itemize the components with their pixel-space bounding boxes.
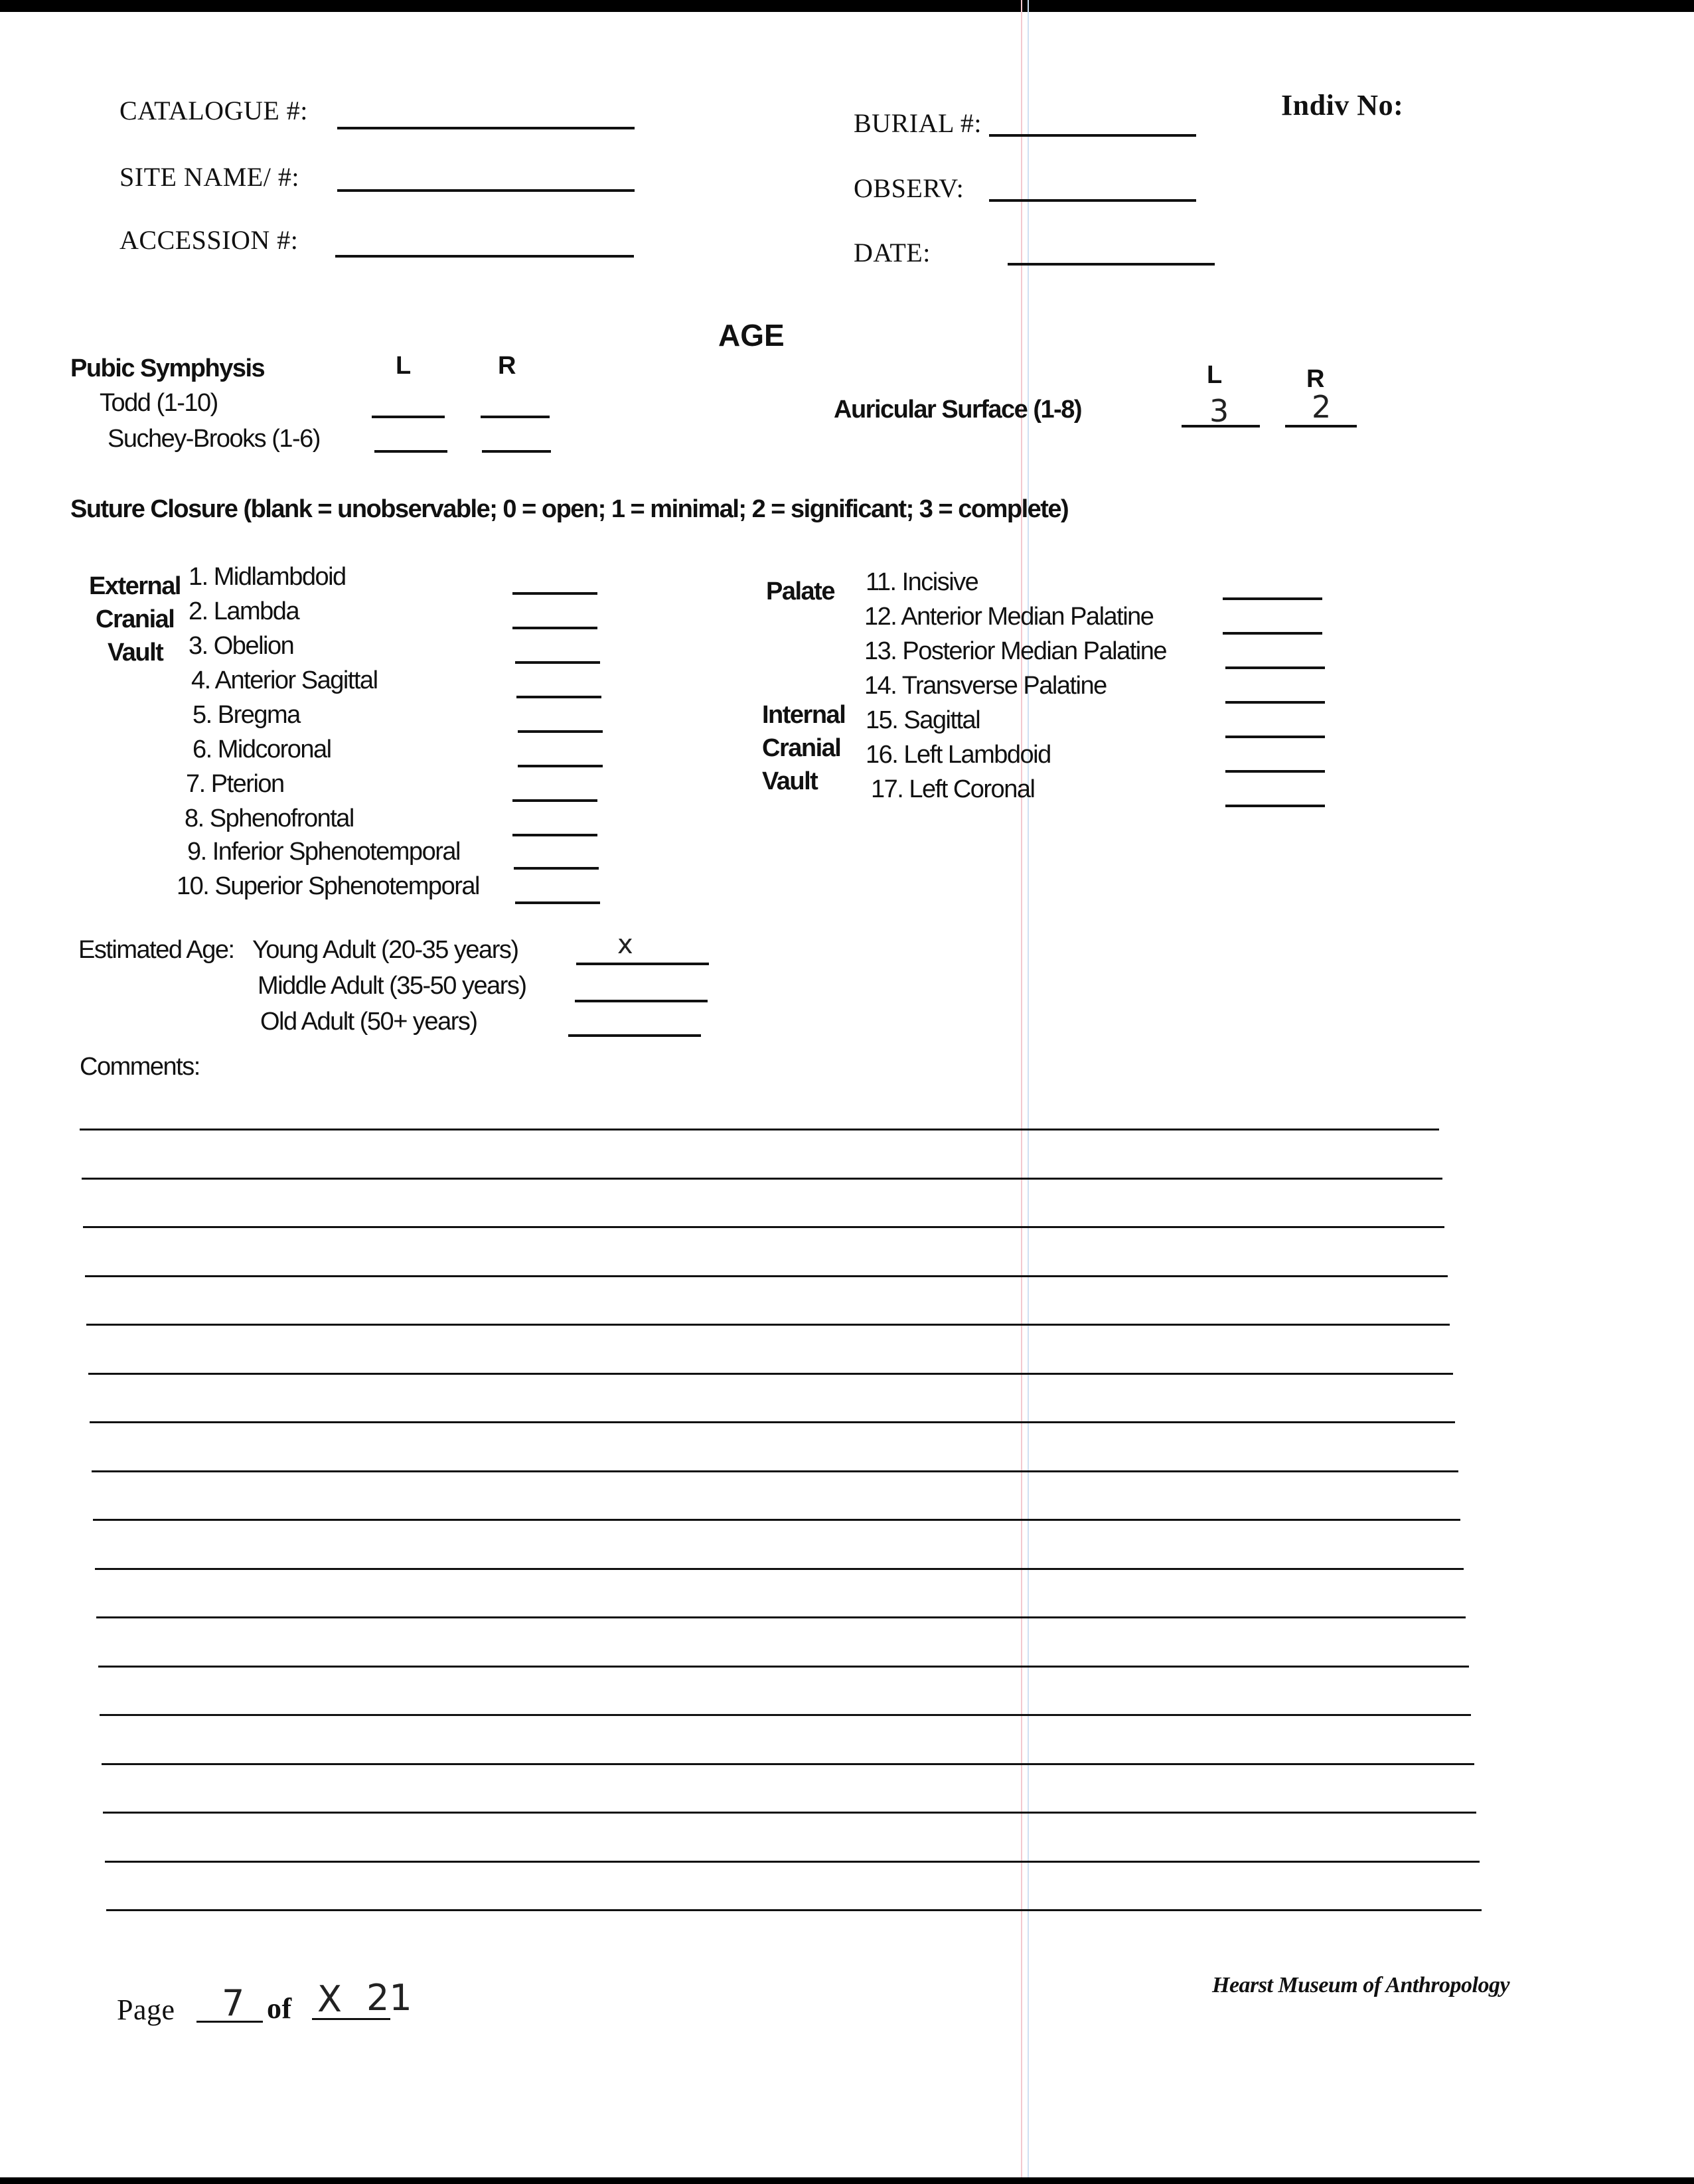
external-suture-item: 10. Superior Sphenotemporal (177, 872, 479, 900)
burial-label: BURIAL #: (854, 108, 982, 138)
comment-line[interactable] (85, 1275, 1448, 1277)
auricular-col-l: L (1207, 361, 1221, 389)
accession-field[interactable] (335, 255, 634, 258)
comment-line[interactable] (93, 1519, 1460, 1521)
external-suture-item: 2. Lambda (189, 597, 299, 625)
comment-line[interactable] (105, 1861, 1480, 1863)
external-suture-score-field[interactable] (518, 765, 603, 767)
ledger-margin-line (1021, 0, 1022, 2184)
external-suture-score-field[interactable] (518, 730, 603, 733)
pubic-symphysis-label: Pubic Symphysis (70, 354, 265, 382)
external-suture-item: 4. Anterior Sagittal (191, 666, 378, 694)
pubic-col-r: R (498, 352, 515, 380)
palate-suture-item: 12. Anterior Median Palatine (864, 603, 1154, 631)
comment-line[interactable] (103, 1812, 1476, 1814)
date-field[interactable] (1008, 263, 1215, 266)
suchey-right-field[interactable] (482, 450, 551, 453)
catalogue-field[interactable] (337, 127, 635, 129)
todd-label: Todd (1-10) (100, 389, 218, 417)
comment-line[interactable] (106, 1909, 1482, 1911)
comment-line[interactable] (83, 1226, 1444, 1228)
suchey-brooks-label: Suchey-Brooks (1-6) (108, 425, 320, 453)
external-suture-score-field[interactable] (512, 834, 597, 836)
suture-score-field[interactable] (1225, 770, 1325, 773)
palate-label: Palate (766, 578, 834, 605)
external-suture-score-field[interactable] (512, 627, 597, 629)
external-suture-item: 5. Bregma (193, 701, 300, 729)
external-suture-score-field[interactable] (512, 592, 597, 595)
indiv-no-label: Indiv No: (1281, 89, 1404, 121)
suture-score-field[interactable] (1223, 597, 1322, 600)
external-suture-score-field[interactable] (514, 867, 599, 870)
internal-vault-label: Vault (762, 767, 818, 795)
scan-bottom-edge (0, 2177, 1694, 2184)
page-number-field[interactable] (196, 2021, 263, 2023)
comment-line[interactable] (102, 1763, 1474, 1765)
internal-suture-item: 17. Left Coronal (871, 775, 1035, 803)
page-word: Page (117, 1993, 175, 2026)
accession-label: ACCESSION #: (119, 225, 299, 255)
comment-line[interactable] (95, 1568, 1464, 1570)
suture-score-field[interactable] (1225, 805, 1325, 807)
external-cranial-label: Cranial (96, 605, 175, 633)
external-suture-score-field[interactable] (515, 901, 600, 904)
comment-line[interactable] (88, 1373, 1453, 1375)
external-suture-score-field[interactable] (516, 696, 601, 698)
page-number-value: 7 (222, 1982, 245, 2024)
palate-suture-item: 11. Incisive (866, 568, 978, 596)
external-suture-item: 9. Inferior Sphenotemporal (187, 838, 460, 866)
catalogue-label: CATALOGUE #: (119, 96, 308, 125)
internal-cranial-label: Cranial (762, 734, 841, 762)
date-label: DATE: (854, 238, 931, 268)
ledger-margin-line-2 (1028, 0, 1029, 2184)
external-suture-item: 1. Midlambdoid (189, 563, 346, 591)
page-total-struck: X (317, 1978, 342, 2020)
comment-line[interactable] (82, 1178, 1442, 1180)
page-total-value: 21 (366, 1977, 412, 2019)
comment-line[interactable] (96, 1616, 1466, 1618)
comment-line[interactable] (92, 1470, 1458, 1472)
young-adult-field[interactable] (576, 963, 709, 965)
external-suture-item: 3. Obelion (189, 632, 294, 660)
scan-top-edge (0, 0, 1694, 12)
external-suture-score-field[interactable] (515, 661, 600, 664)
auricular-col-r: R (1306, 365, 1324, 393)
observer-label: OBSERV: (854, 173, 964, 203)
auricular-right-field[interactable] (1285, 425, 1357, 428)
middle-adult-field[interactable] (575, 1000, 708, 1002)
external-suture-item: 7. Pterion (186, 770, 284, 798)
external-vault-label: Vault (108, 639, 163, 666)
museum-name: Hearst Museum of Anthropology (1212, 1973, 1510, 1997)
of-word: of (267, 1992, 292, 2025)
internal-suture-item: 16. Left Lambdoid (866, 741, 1051, 769)
comment-line[interactable] (100, 1714, 1471, 1716)
page-total-field[interactable] (312, 2018, 390, 2020)
estimated-age-label: Estimated Age: (78, 936, 234, 964)
suture-score-field[interactable] (1225, 736, 1325, 738)
section-title: AGE (718, 318, 785, 352)
site-name-label: SITE NAME/ #: (119, 162, 299, 192)
old-adult-label: Old Adult (50+ years) (260, 1008, 477, 1036)
comment-line[interactable] (98, 1666, 1469, 1668)
suchey-left-field[interactable] (374, 450, 447, 453)
internal-suture-item: 15. Sagittal (866, 706, 980, 734)
young-adult-mark: x (617, 929, 633, 960)
auricular-right-value: 2 (1312, 389, 1332, 425)
external-suture-item: 8. Sphenofrontal (185, 805, 354, 832)
middle-adult-label: Middle Adult (35-50 years) (258, 972, 526, 1000)
suture-score-field[interactable] (1225, 666, 1325, 669)
suture-closure-heading-text: Suture Closure (blank = unobservable; 0 = open; 1 = minimal; 2 = significant; 3 = complete) (70, 495, 1069, 523)
pubic-col-l: L (396, 352, 410, 380)
palate-suture-item: 13. Posterior Median Palatine (864, 637, 1167, 665)
site-name-field[interactable] (337, 189, 635, 192)
suture-score-field[interactable] (1225, 701, 1325, 704)
young-adult-label: Young Adult (20-35 years) (252, 936, 518, 964)
comment-line[interactable] (86, 1324, 1450, 1326)
suture-score-field[interactable] (1223, 632, 1322, 635)
auricular-left-field[interactable] (1182, 425, 1260, 428)
todd-right-field[interactable] (481, 416, 550, 418)
comments-label: Comments: (80, 1053, 200, 1081)
auricular-left-value: 3 (1209, 393, 1229, 429)
observer-field[interactable] (989, 199, 1196, 202)
internal-label: Internal (762, 701, 846, 729)
suture-closure-heading (70, 495, 1068, 524)
todd-left-field[interactable] (372, 416, 445, 418)
old-adult-field[interactable] (568, 1034, 701, 1037)
burial-field[interactable] (989, 134, 1196, 137)
comment-line[interactable] (80, 1129, 1439, 1131)
palate-suture-item: 14. Transverse Palatine (864, 672, 1107, 700)
comment-line[interactable] (90, 1421, 1455, 1423)
external-suture-item: 6. Midcoronal (193, 736, 331, 763)
external-suture-score-field[interactable] (512, 799, 597, 802)
auricular-surface-label: Auricular Surface (1-8) (834, 396, 1082, 424)
external-label: External (89, 572, 181, 600)
